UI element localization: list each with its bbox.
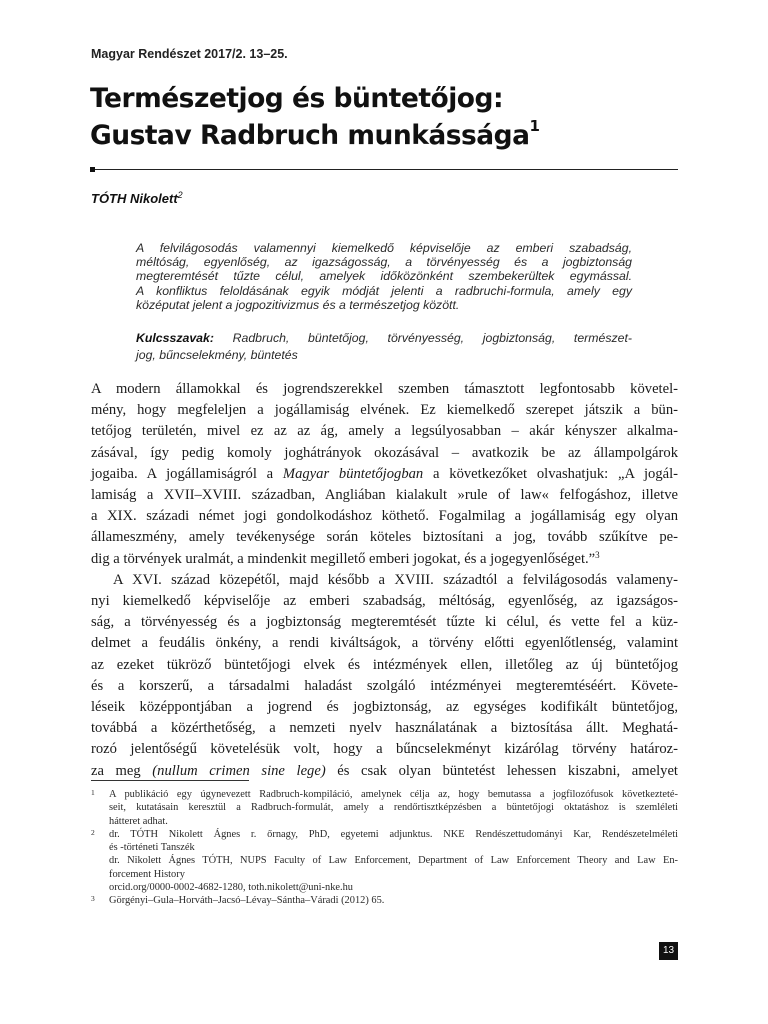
body-text-run: dig a törvények uralmát, a mindenkit megillető emberi jogokat, és a jogegyenlőséget.” bbox=[91, 550, 596, 567]
keywords-text-2: jog, bűncselekmény, büntetés bbox=[136, 347, 298, 362]
body-line: lamiság a XVII–XVIII. században, Angliában kialakult »rule of law« felfogáshoz, illetve bbox=[91, 487, 678, 504]
abstract bbox=[136, 241, 632, 312]
author-name-text: TÓTH Nikolett bbox=[91, 191, 178, 206]
body-line bbox=[91, 464, 678, 485]
footnote-line: Görgényi–Gula–Horváth–Jacsó–Lévay–Sántha–Váradi (2012) 65. bbox=[109, 895, 385, 907]
footnote-line: orcid.org/0000-0002-4682-1280, toth.nikolett@uni-nke.hu bbox=[109, 882, 354, 894]
body-line: léseik középpontjában a jogrend és jogbiztonság, az egységes kodifikált büntetőjog, bbox=[91, 699, 678, 716]
body-line: az ezeket tükröző büntetőjogi elvek és intézmények ellen, illetőleg az új büntetőjog bbox=[91, 656, 678, 673]
footnote-1 bbox=[91, 788, 678, 828]
body-line: A XVI. század közepétől, majd később a XVIII. századtól a felvilágosodás valameny- bbox=[113, 571, 678, 588]
footnote-line: dr. TÓTH Nikolett Ágnes r. őrnagy, PhD, egyetemi adjunktus. NKE Rendészettudományi Kar, Rendészetelméleti bbox=[109, 828, 678, 840]
body-text bbox=[91, 379, 678, 782]
abstract-line: A konfliktus feloldásának egyik módját jelenti a radbruchi-formula, amely egy bbox=[136, 283, 632, 298]
footnotes bbox=[91, 788, 678, 908]
author-name bbox=[91, 191, 183, 206]
journal-reference: Magyar Rendészet 2017/2. 13–25. bbox=[91, 47, 288, 61]
body-line: delmet a feudális önkény, a rendi kiváltságok, a törvény előtti egyenlőtlenség, valamint bbox=[91, 635, 678, 652]
body-text-run: a következőket olvashatjuk: „A jogál- bbox=[423, 465, 679, 482]
body-line: ság, a törvényesség és a jogbiztonság megteremtését tűzte ki célul, és vette fel a küz- bbox=[91, 614, 678, 631]
latin-phrase: (nullum crimen sine lege) bbox=[152, 762, 326, 779]
footnote-line: és -történeti Tanszék bbox=[109, 842, 195, 854]
body-line: rozó jelentőségű követelésük volt, hogy a bűncselekményt kizárólag törvény határoz- bbox=[91, 741, 678, 758]
abstract-line: középutat jelent a jogpozitivizmus és a természetjog között. bbox=[136, 297, 460, 312]
footnote-number: 1 bbox=[91, 788, 95, 797]
footnote-number: 3 bbox=[91, 894, 95, 904]
footnote-marker-3: 3 bbox=[595, 549, 600, 560]
footnote-line: hátteret adhat. bbox=[109, 815, 168, 827]
body-line: állameszmény, amely tevékenysége során köteles biztosítani a jog, tovább szűkítve pe- bbox=[91, 529, 678, 546]
footnote-number: 2 bbox=[91, 827, 95, 837]
title-divider bbox=[91, 169, 678, 170]
article-title bbox=[90, 80, 539, 154]
footnote-line: dr. Nikolett Ágnes TÓTH, NUPS Faculty of Law Enforcement, Department of Law Enforcement Theory and Law En- bbox=[109, 855, 678, 867]
keywords-line-1 bbox=[136, 330, 632, 347]
body-line: tetőjog területén, mivel ez az az ág, amely a legsúlyosabban – akár kényszer alkalma- bbox=[91, 423, 678, 440]
body-line: továbbá a közérthetőség, a nemzeti nyelv használatának a biztosítása állt. Meghatá- bbox=[91, 720, 678, 737]
keywords-text-1: Radbruch, büntetőjog, törvényesség, jogbiztonság, természet- bbox=[213, 331, 632, 345]
footnote-3 bbox=[91, 894, 678, 907]
body-text-run: jogaiba. A jogállamiságról a bbox=[91, 465, 283, 482]
body-text-run: za meg bbox=[91, 762, 153, 779]
body-line: zásával, így pedig komoly joghátrányok okozásával – avatkozik be az állampolgárok bbox=[91, 444, 678, 461]
title-line-1: Természetjog és büntetőjog: bbox=[90, 83, 504, 114]
body-text-run: és csak olyan büntetést lehessen kiszabni, amelyet bbox=[325, 762, 678, 779]
body-line: nyi kiemelkedő képviselője az emberi szabadság, méltóság, egyenlőség, az igazságos- bbox=[91, 593, 678, 610]
footnote-line: A publikáció egy úgynevezett Radbruch-kompiláció, amelynek célja az, hogy bemutassa a jogfilozófusok következteté- bbox=[109, 789, 678, 800]
abstract-line: méltóság, egyenlőség, az igazságosság, a törvényesség és a jogbiztonság bbox=[136, 255, 632, 270]
title-footnote-marker: 1 bbox=[529, 117, 540, 135]
title-line-2-text: Gustav Radbruch munkássága bbox=[90, 120, 530, 151]
page-number: 13 bbox=[659, 942, 678, 960]
footnote-line: seit, kutatásain keresztül a Radbruch-formulát, amely a rendőrtisztképzésben a büntetőjogi oktatáshoz is szemléleti bbox=[109, 802, 678, 814]
abstract-line: A felvilágosodás valamennyi kiemelkedő képviselője az emberi szabadság, bbox=[136, 241, 632, 255]
body-line: és a korszerű, a társadalmi haladást szolgáló intézményei megteremtéséért. Követe- bbox=[91, 677, 678, 694]
footnote-line: forcement History bbox=[109, 868, 185, 880]
body-line: mény, hogy megfeleljen a jogállamiság elvének. Ez kiemelkedő szerepet játszik a bün- bbox=[91, 402, 678, 419]
title-line-2 bbox=[90, 117, 539, 154]
body-line: a XIX. századi német jogi gondolkodáshoz köthető. Fogalmilag a jogállamiság egy olyan bbox=[91, 508, 678, 525]
footnote-divider bbox=[91, 780, 249, 781]
keywords bbox=[136, 330, 632, 363]
footnote-2 bbox=[91, 828, 678, 894]
body-line bbox=[91, 549, 678, 570]
abstract-line: megteremtését tűzte célul, amelyek időközönként szembekerültek egymással. bbox=[136, 269, 632, 284]
author-footnote-marker: 2 bbox=[177, 190, 183, 200]
book-title: Magyar büntetőjogban bbox=[282, 465, 424, 482]
body-line bbox=[91, 761, 678, 782]
keywords-label: Kulcsszavak: bbox=[136, 331, 214, 345]
title-divider-marker bbox=[90, 167, 95, 172]
body-line: A modern államokkal és jogrendszerekkel szemben támasztott legfontosabb követel- bbox=[91, 381, 678, 397]
